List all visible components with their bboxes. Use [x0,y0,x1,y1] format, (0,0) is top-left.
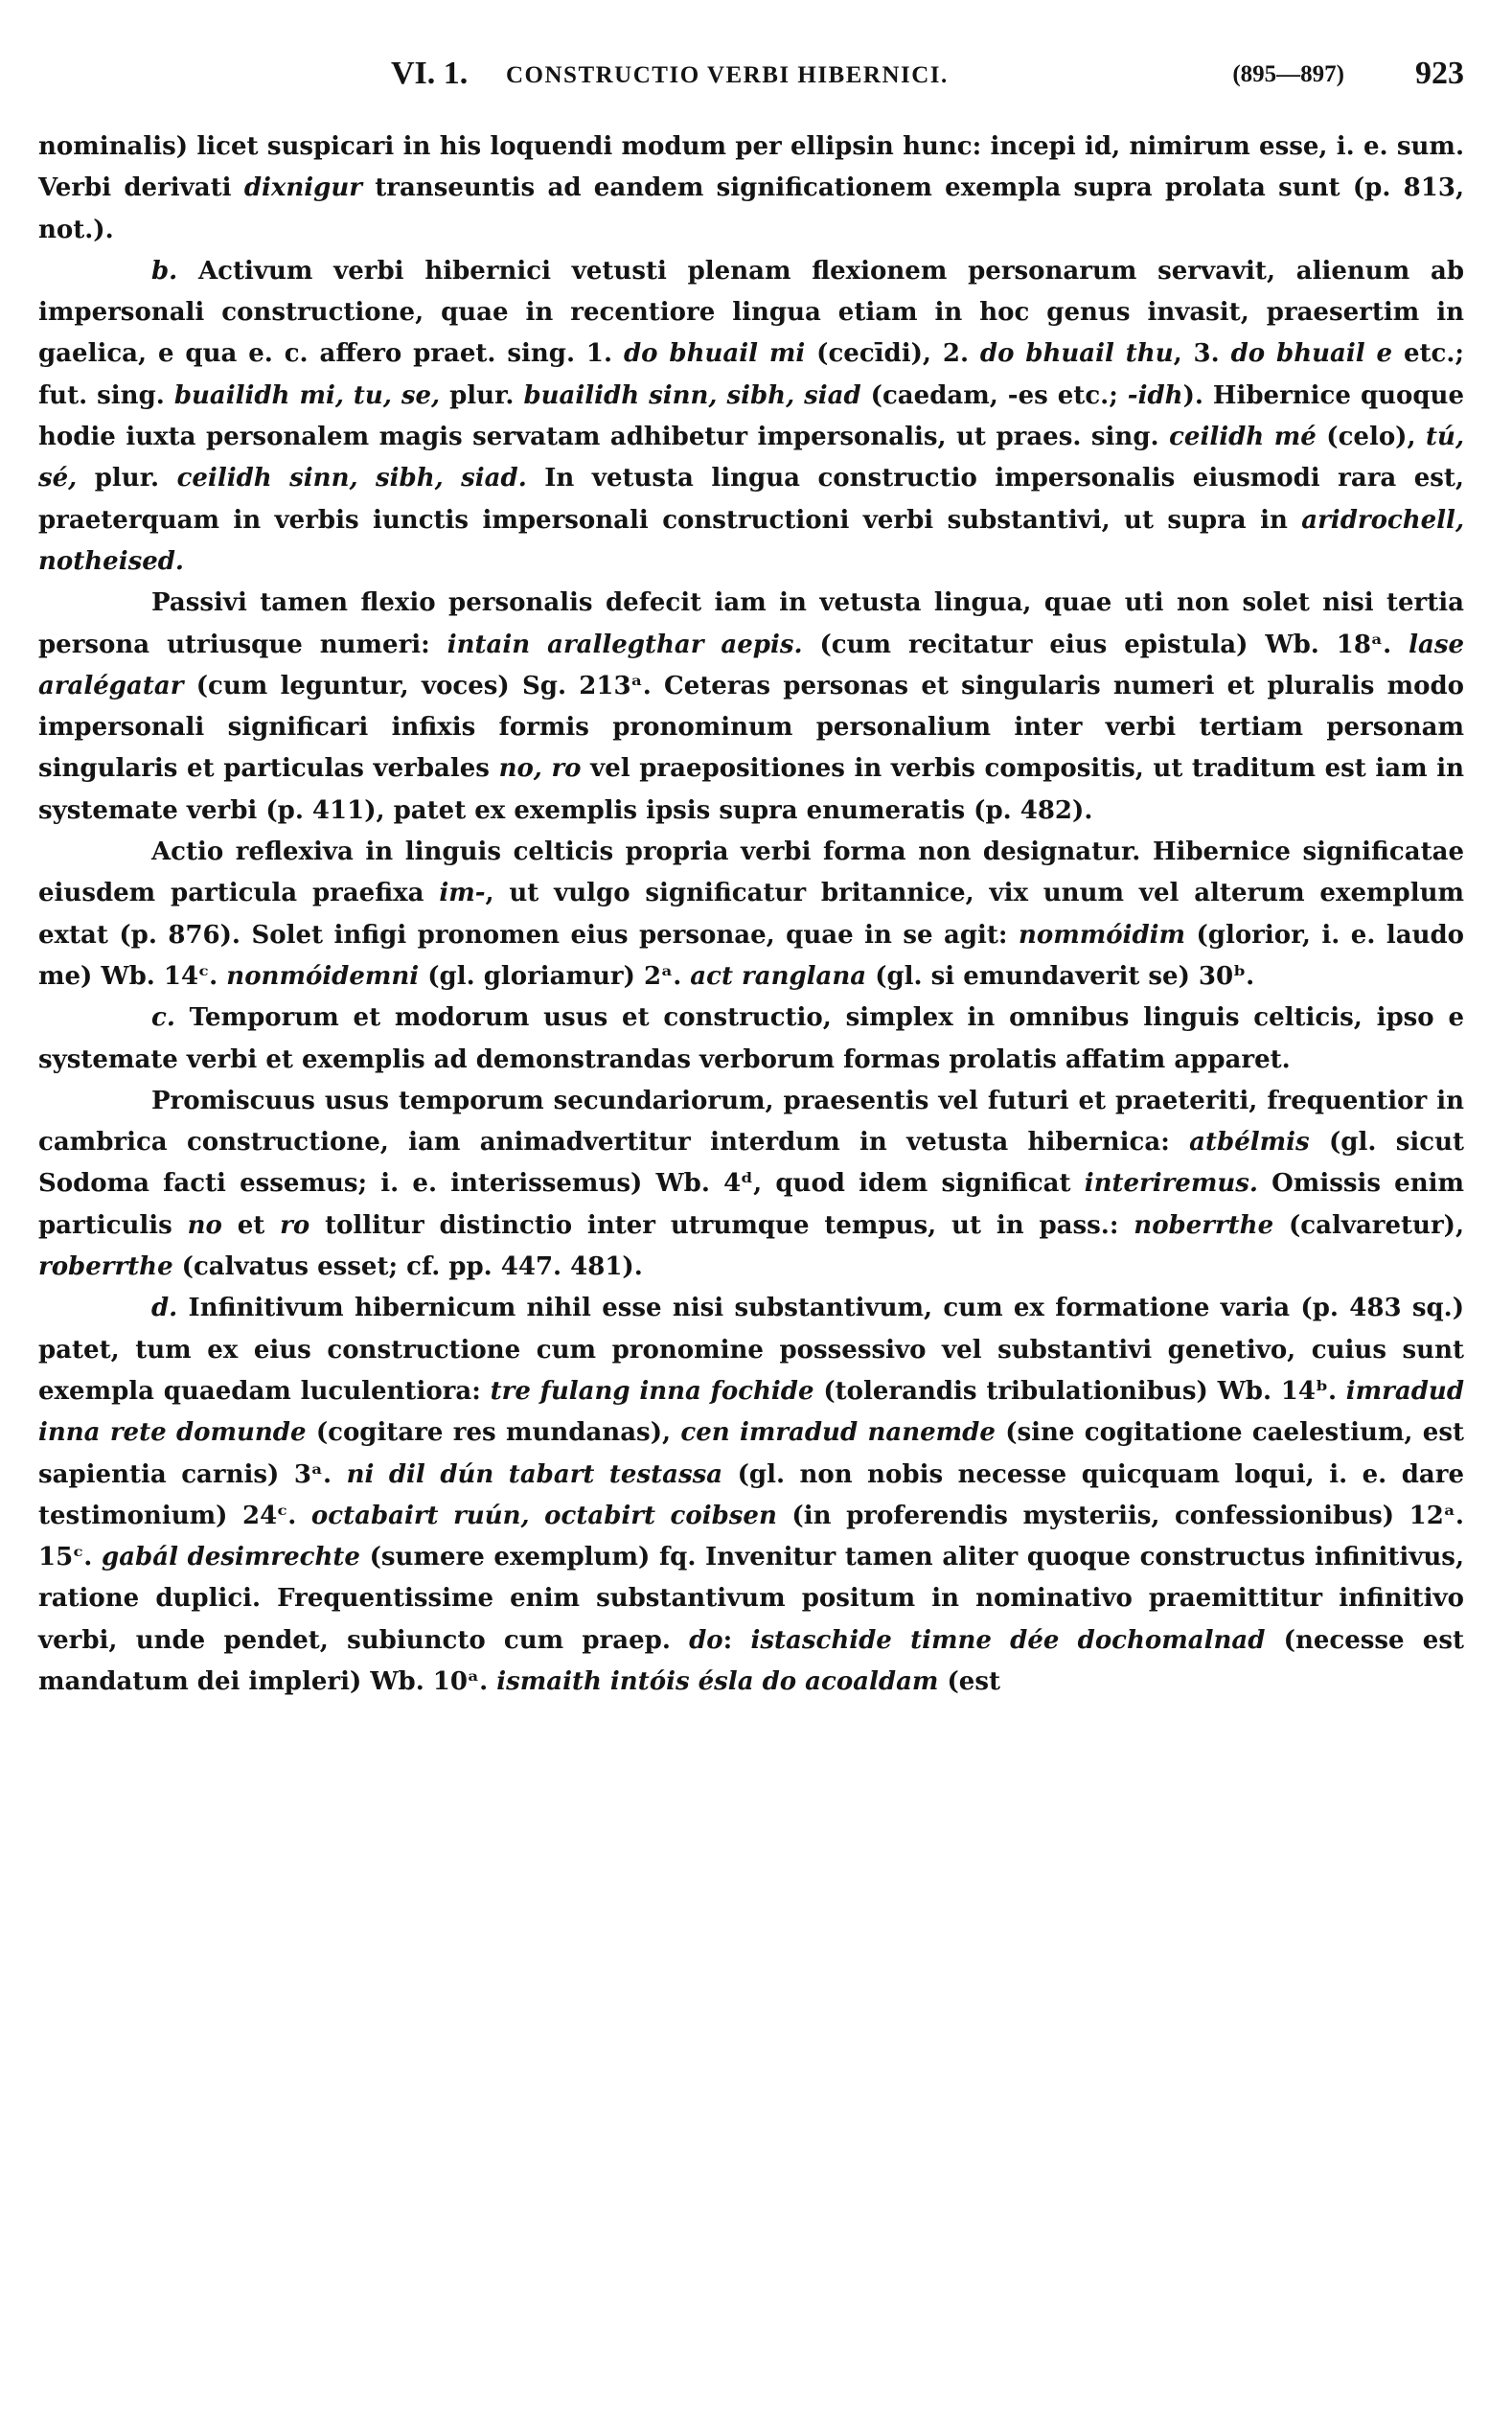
italic-term: roberrthe [38,1252,173,1282]
italic-term: aridrochell, notheised. [38,505,1464,576]
italic-term: interiremus. [1084,1169,1258,1199]
italic-term: buailidh mi, tu, se, [173,380,441,410]
italic-term: do [689,1625,723,1655]
italic-term: lase aralégatar [38,630,1464,700]
italic-term: -idh [1127,380,1183,410]
italic-term: imradud inna rete domunde [38,1376,1464,1448]
text-run: (in proferendis mysteriis, confessionibus) 12ᵃ. 15ᶜ. [38,1501,1464,1572]
text-run: Temporum et modorum usus et constructio, simplex in omnibus linguis celticis, ipso e systemate verbi et exemplis ad demonstrandas verborum formas prolatis affatim apparet. [38,1003,1464,1074]
text-run: Activum verbi hibernici vetusti plenam flexionem personarum servavit, alienum ab impersonali constructione, quae in recentiore lingua etiam in hoc genus invasit, praesertim in gaelica, e qua e. c. affero praet. sing. 1. [38,256,1464,369]
text-run: et [221,1210,281,1240]
italic-term: atbélmis [1189,1128,1310,1158]
italic-term: ro [280,1210,310,1240]
text-run: (gl. sicut Sodoma facti essemus; i. e. interissemus) Wb. 4ᵈ, quod idem significat [38,1128,1464,1199]
text-run: (gl. si emundaverit se) 30ᵇ. [866,961,1255,991]
text-run: (glorior, i. e. laudo me) Wb. 14ᶜ. [38,920,1465,991]
italic-term: do bhuail thu [979,339,1174,369]
text-run: (cecīdi), 2. [805,339,980,369]
text-run: (calvaretur), [1273,1210,1465,1240]
text-run: nominalis) licet suspicari in his loquendi modum per ellipsin hunc: incepi id, nimirum esse, i. e. sum. Verbi derivati [38,132,1464,203]
italic-term: im- [439,879,486,908]
italic-term: no, ro [498,754,582,784]
italic-term: do bhuail mi [623,339,806,369]
italic-term: nommóidim [1018,920,1186,950]
italic-term: buailidh sinn, sibh, siad [523,380,861,410]
text-run: tollitur distinctio inter utrumque tempus, ut in pass.: [309,1210,1134,1240]
body-text [38,126,1464,1703]
paragraph-range: (895—897) [1232,61,1344,87]
running-title: CONSTRUCTIO VERBI HIBERNICI. [506,62,949,88]
text-run: (sine cogitatione caelestium, est sapientia carnis) 3ᵃ. [38,1418,1464,1489]
paragraph [38,583,1464,832]
text-run: Omissis enim particulis [38,1169,1464,1240]
text-run: (tolerandis tribulationibus) Wb. 14ᵇ. [813,1376,1346,1406]
text-run: (celo), [1316,423,1427,452]
paragraph [38,126,1464,251]
text-run: (sumere exemplum) fq. Invenitur tamen aliter quoque constructus infinitivus, ratione duplici. Frequentissime enim substantivum positum in nominativo praemittitur infinitivo verbi, unde pendet, subiuncto cum praep. [38,1543,1464,1655]
text-run: plur. [440,380,524,410]
italic-term: ismaith intóis ésla do acoaldam [496,1666,939,1696]
text-run: Passivi tamen flexio personalis defecit iam in vetusta lingua, quae uti non solet nisi tertia persona utriusque numeri: [38,588,1464,659]
italic-term: ceilidh sinn, sibh, siad. [176,464,527,493]
italic-term: no [187,1210,222,1240]
italic-term: tú, sé, [38,423,1464,493]
italic-term: c. [151,1003,175,1033]
text-run: plur. [77,464,177,493]
italic-term: dixnigur [243,173,362,203]
text-run: In vetusta lingua constructio impersonalis eiusmodi rara est, praeterquam in verbis iunctis impersonali constructioni verbi substantivi, ut supra in [38,464,1464,535]
page-number: 923 [1415,56,1464,91]
italic-term: d. [151,1294,178,1323]
paragraph [38,998,1464,1081]
text-run: transeuntis ad eandem significationem exempla supra prolata sunt (p. 813, not.). [38,173,1464,244]
text-run: (caedam, -es etc.; [860,380,1128,410]
text-run: (cum leguntur, voces) Sg. 213ᵃ. Ceteras personas et singularis numeri et pluralis modo impersonali significari infixis formis pronominum personalium inter verbi tertiam personam singularis et particulas verbales [38,671,1464,784]
italic-term: tre fulang inna fochide [490,1376,814,1406]
text-run: (gl. non nobis necesse quicquam loqui, i. e. dare testimonium) 24ᶜ. [38,1459,1464,1530]
text-run: , ut vulgo significatur britannice, vix unum vel alterum exemplum extat (p. 876). Solet infigi pronomen eius personae, quae in se agit: [38,879,1465,950]
text-run: : [722,1625,751,1655]
text-run: Promiscuus usus temporum secundariorum, praesentis vel futuri et praeteriti, frequentior in cambrica constructione, iam animadvertitur interdum in vetusta hibernica: [38,1086,1464,1158]
text-run: (est [938,1666,1000,1696]
italic-term: cen imradud nanemde [680,1418,996,1448]
text-run: (calvatus esset; cf. pp. 447. 481). [172,1252,643,1282]
text-run: (gl. gloriamur) 2ᵃ. [419,961,691,991]
text-run: (necesse est mandatum dei impleri) Wb. 10ᵃ. [38,1625,1464,1696]
text-run: (cogitare res mundanas), [306,1418,681,1448]
italic-term: istaschide timne dée dochomalnad [750,1625,1266,1655]
paragraph [38,251,1464,583]
running-header [38,56,1464,125]
section-number: VI. 1. [391,56,469,91]
paragraph [38,1288,1464,1703]
italic-term: b. [151,256,178,286]
italic-term: act ranglana [690,961,867,991]
paragraph [38,832,1464,998]
paragraph [38,1081,1464,1288]
text-run: Infinitivum hibernicum nihil esse nisi substantivum, cum ex formatione varia (p. 483 sq.) patet, tum ex eius constructione cum pronomine possessivo vel substantivi genetivo, cuius sunt exempla quaedam luculentiora: [38,1294,1464,1406]
text-run: , 3. [1173,339,1231,369]
italic-term: nonmóidemni [226,961,420,991]
italic-term: noberrthe [1134,1210,1274,1240]
italic-term: do bhuail e [1230,339,1393,369]
text-run: (cum recitatur eius epistula) Wb. 18ᵃ. [802,630,1409,659]
italic-term: octabairt ruún, octabirt coibsen [310,1501,777,1530]
text-run: vel praepositiones in verbis compositis, ut traditum est iam in systemate verbi (p. 411), patet ex exemplis ipsis supra enumeratis (p. 482). [38,754,1464,825]
text-run: Actio reflexiva in linguis celticis propria verbi forma non designatur. Hibernice significatae eiusdem particula praefixa [38,837,1464,908]
italic-term: ceilidh mé [1169,423,1317,452]
text-run: ). Hibernice quoque hodie iuxta personalem magis servatam adhibetur impersonalis, ut praes. sing. [38,380,1464,452]
italic-term: ni dil dún tabart testassa [346,1459,723,1489]
italic-term: intain arallegthar aepis. [447,630,803,659]
text-run: etc.; fut. sing. [38,339,1464,410]
italic-term: gabál desimrechte [102,1543,360,1572]
